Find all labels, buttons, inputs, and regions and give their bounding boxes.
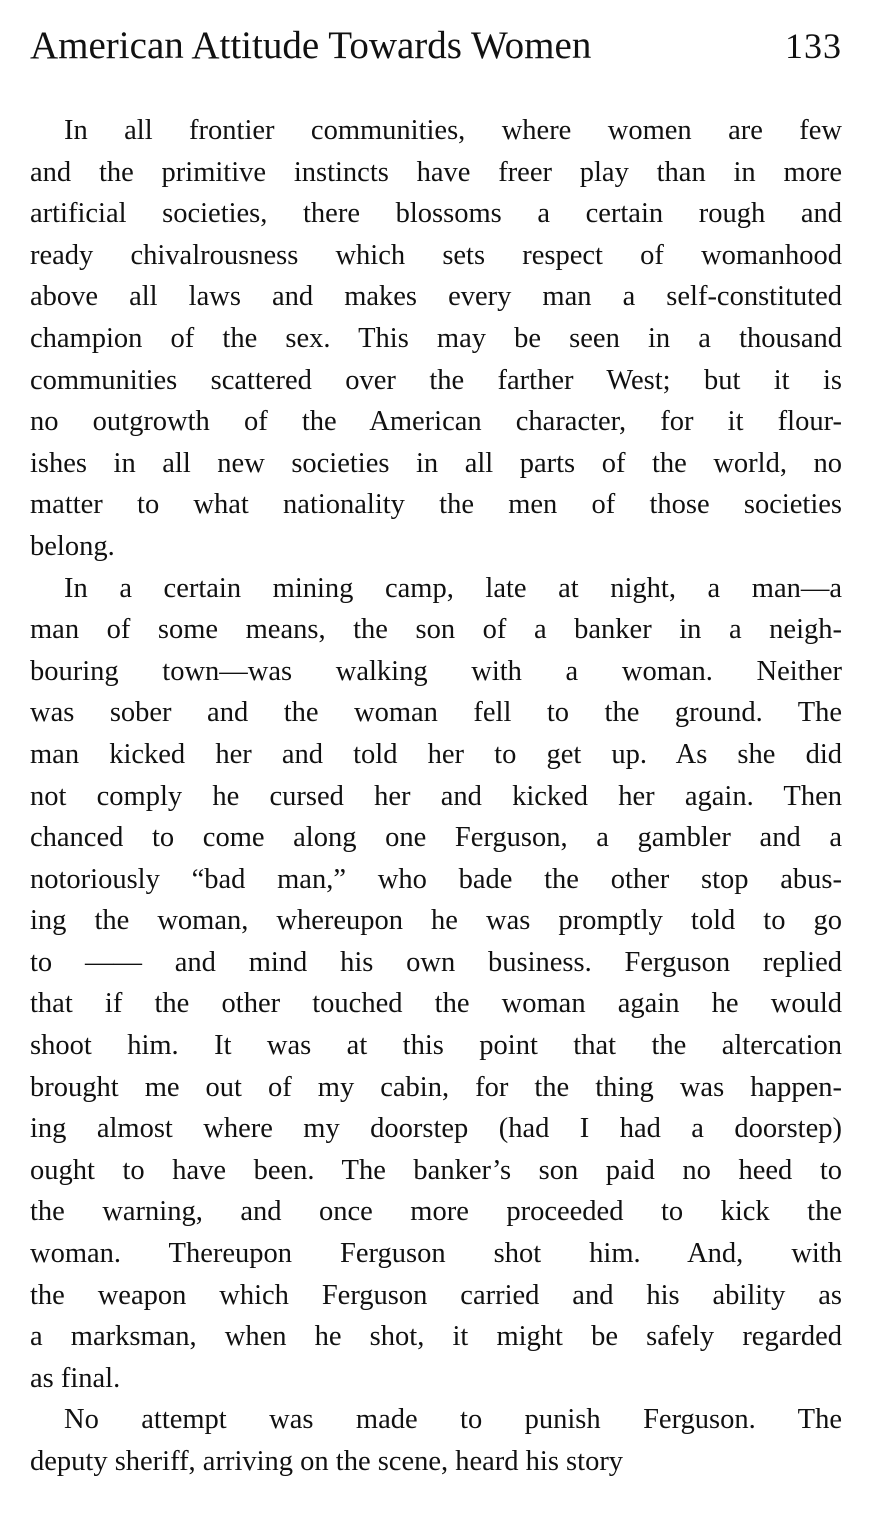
text-line: was sober and the woman fell to the ground. The bbox=[30, 697, 842, 729]
text-line: deputy sheriff, arriving on the scene, heard his story bbox=[30, 1446, 624, 1477]
text-line: man kicked her and told her to get up. As she did bbox=[30, 738, 842, 770]
paragraph bbox=[30, 568, 842, 1400]
text-line: ishes in all new societies in all parts of the world, no bbox=[30, 447, 842, 479]
text-line: In a certain mining camp, late at night, a man—a bbox=[64, 572, 842, 604]
text-line: champion of the sex. This may be seen in a thousand bbox=[30, 322, 842, 354]
body-text bbox=[30, 110, 842, 1483]
text-line: communities scattered over the farther West; but it is bbox=[30, 364, 842, 396]
text-line: ought to have been. The banker’s son paid no heed to bbox=[30, 1154, 842, 1186]
text-line: brought me out of my cabin, for the thing was happen- bbox=[30, 1071, 842, 1103]
text-line: No attempt was made to punish Ferguson. The bbox=[64, 1404, 842, 1436]
text-line: man of some means, the son of a banker in a neigh- bbox=[30, 614, 842, 646]
text-line: no outgrowth of the American character, for it flour- bbox=[30, 406, 842, 438]
text-line: bouring town—was walking with a woman. Neither bbox=[30, 655, 842, 687]
text-line: matter to what nationality the men of those societies bbox=[30, 489, 842, 521]
text-line: artificial societies, there blossoms a certain rough and bbox=[30, 198, 842, 230]
paragraph bbox=[30, 1399, 842, 1482]
text-line: above all laws and makes every man a self-constituted bbox=[30, 281, 842, 313]
text-line: ing the woman, whereupon he was promptly told to go bbox=[30, 905, 842, 937]
text-line: shoot him. It was at this point that the altercation bbox=[30, 1030, 842, 1062]
text-line: to —— and mind his own business. Ferguson replied bbox=[30, 946, 842, 978]
running-head bbox=[30, 22, 842, 70]
text-line: the warning, and once more proceeded to kick the bbox=[30, 1196, 842, 1228]
text-line: as final. bbox=[30, 1362, 121, 1394]
text-line: the weapon which Ferguson carried and his ability as bbox=[30, 1279, 842, 1311]
paragraph bbox=[30, 110, 842, 568]
text-line: a marksman, when he shot, it might be safely regarded bbox=[30, 1321, 842, 1353]
text-line: that if the other touched the woman again he would bbox=[30, 988, 842, 1020]
text-line: not comply he cursed her and kicked her again. Then bbox=[30, 780, 842, 812]
text-line: ing almost where my doorstep (had I had a doorstep) bbox=[30, 1113, 842, 1145]
text-line: belong. bbox=[30, 530, 115, 562]
text-line: chanced to come along one Ferguson, a gambler and a bbox=[30, 822, 842, 854]
running-title: American Attitude Towards Women bbox=[30, 24, 592, 67]
text-line: ready chivalrousness which sets respect of womanhood bbox=[30, 239, 842, 271]
text-line: In all frontier communities, where women are few bbox=[64, 115, 842, 146]
page-number: 133 bbox=[785, 26, 842, 66]
text-line: woman. Thereupon Ferguson shot him. And, with bbox=[30, 1238, 842, 1270]
text-line: and the primitive instincts have freer play than in more bbox=[30, 156, 842, 188]
text-line: notoriously “bad man,” who bade the other stop abus- bbox=[30, 863, 842, 895]
